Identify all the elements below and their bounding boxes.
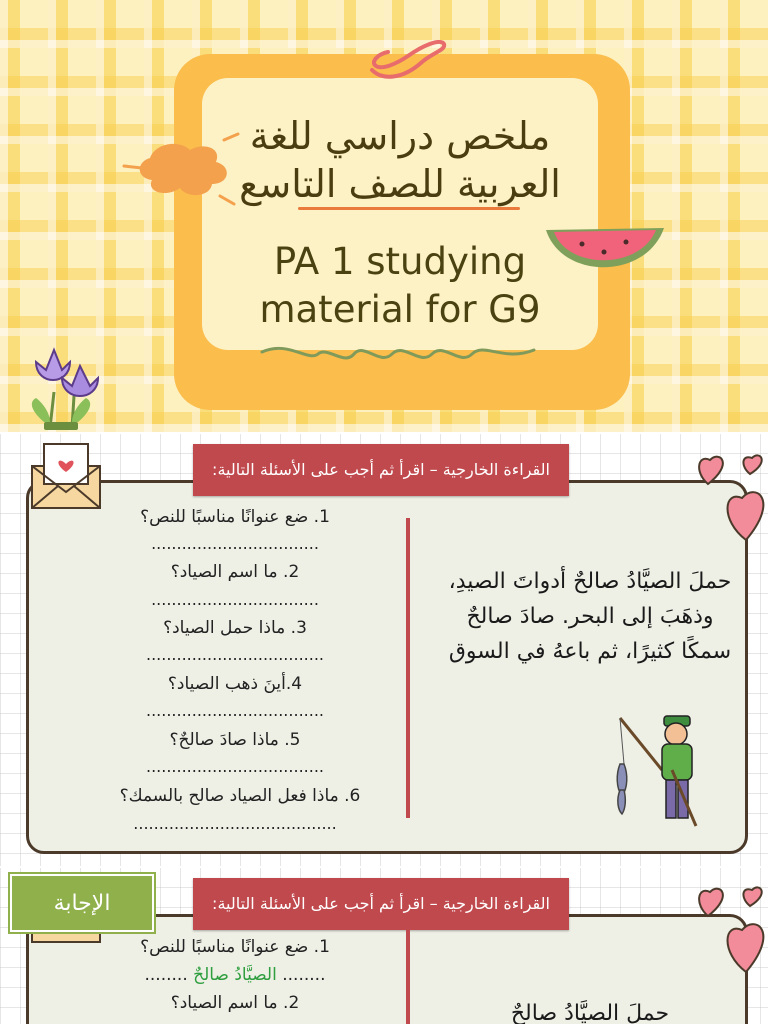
cover-slide [0,0,768,432]
question-1: 1. ضع عنوانًا مناسبًا للنص؟ [140,937,330,957]
cover-title-arabic: ملخص دراسي للغة العربية للصف التاسع [239,114,561,206]
question-2: 2. ما اسم الصياد؟ [170,562,300,582]
squiggle-decoration [258,332,538,376]
question-2: 2. ما اسم الصياد؟ [170,993,300,1013]
section-header: القراءة الخارجية – اقرأ ثم أجب على الأسئلة التالية: [193,444,569,496]
hearts-icon [690,876,768,976]
worksheet-slide [0,434,768,866]
reading-passage: حملَ الصيَّادُ صالحٌ أدواتَ الصيدِ، وذهَبَ إلى البحر. صادَ صالحٌ سمكًا كثيرًا، ثم باعهُ في السوق [448,569,732,664]
question-1: 1. ضع عنوانًا مناسبًا للنص؟ [140,507,330,527]
hearts-icon [690,444,768,544]
question-5: 5. ماذا صادَ صالحٌ؟ [169,730,301,750]
question-6: 6. ماذا فعل الصياد صالح بالسمك؟ [119,786,361,806]
reading-passage: حملَ الصيَّادُ صالحٌ [510,1001,670,1024]
question-3: 3. ماذا حمل الصياد؟ [163,618,307,638]
tulip-flowers-icon [14,342,106,430]
answer-blank-4: ................................... [145,701,324,720]
answer-1-text: الصيَّادُ صالحٌ [193,965,277,985]
answer-1: ........ الصيَّادُ صالحٌ ........ [144,965,326,985]
answer-tab: الإجابة [10,874,154,932]
section-header: القراءة الخارجية – اقرأ ثم أجب على الأسئلة التالية: [193,878,569,930]
paperclip-icon [362,40,452,84]
answer-blank-1: ................................. [151,534,319,553]
cover-title-english: PA 1 studying material for G9 [259,240,541,331]
envelope-icon [28,440,104,512]
fisherman-icon [612,710,702,834]
answer-blank-3: ................................... [145,645,324,664]
answer-blank-5: ................................... [145,757,324,776]
answer-blank-6: ........................................ [133,814,337,833]
question-4: 4.أينَ ذهب الصياد؟ [167,674,303,694]
answers-slide [0,868,768,1024]
answer-blank-2: ................................. [151,590,319,609]
